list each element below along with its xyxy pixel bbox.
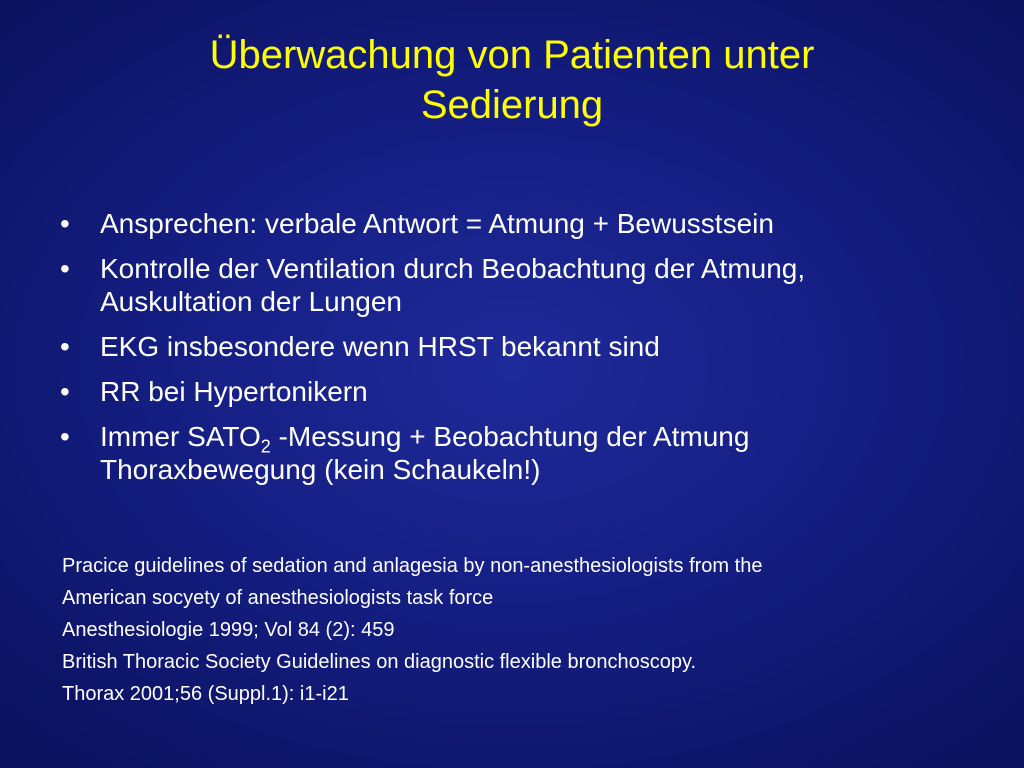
bullet-item-response bbox=[60, 207, 990, 240]
slide-title-line-1: Überwachung von Patienten unter bbox=[209, 33, 815, 77]
bullet-marker: • bbox=[60, 421, 70, 452]
reference-line: Thorax 2001;56 (Suppl.1): i1-i21 bbox=[62, 683, 349, 705]
slide-title bbox=[60, 30, 964, 130]
reference-line: American socyety of anesthesiologists task force bbox=[62, 587, 494, 609]
bullet-text: RR bei Hypertonikern bbox=[100, 376, 368, 407]
bullet-text: EKG insbesondere wenn HRST bekannt sind bbox=[100, 331, 660, 362]
reference-line: Anesthesiologie 1999; Vol 84 (2): 459 bbox=[62, 619, 395, 641]
bullet-item-ventilation bbox=[60, 252, 990, 318]
bullet-marker: • bbox=[60, 331, 70, 362]
bullet-text-line-2: Thoraxbewegung (kein Schaukeln!) bbox=[100, 454, 541, 485]
reference-line: British Thoracic Society Guidelines on diagnostic flexible bronchoscopy. bbox=[62, 651, 697, 673]
bullet-marker: • bbox=[60, 208, 70, 239]
bullet-text-line-2: Auskultation der Lungen bbox=[100, 286, 402, 317]
reference-line: Pracice guidelines of sedation and anlagesia by non-anesthesiologists from the bbox=[62, 555, 763, 577]
bullet-text: Ansprechen: verbale Antwort = Atmung + Bewusstsein bbox=[100, 208, 774, 239]
bullet-text-suffix: -Messung + Beobachtung der Atmung bbox=[270, 421, 750, 452]
bullet-item-oxygen-saturation bbox=[60, 420, 990, 486]
slide-title-line-2: Sedierung bbox=[420, 83, 604, 127]
bullet-item-ecg bbox=[60, 330, 990, 363]
bullet-marker: • bbox=[60, 253, 70, 284]
bullet-list bbox=[60, 207, 990, 498]
reference-list bbox=[62, 550, 992, 710]
bullet-marker: • bbox=[60, 376, 70, 407]
bullet-item-blood-pressure bbox=[60, 375, 990, 408]
bullet-text-prefix: Immer SATO bbox=[100, 421, 261, 452]
bullet-text-line-1: Kontrolle der Ventilation durch Beobachtung der Atmung, bbox=[100, 253, 806, 284]
bullet-text-subscript: 2 bbox=[260, 436, 271, 457]
